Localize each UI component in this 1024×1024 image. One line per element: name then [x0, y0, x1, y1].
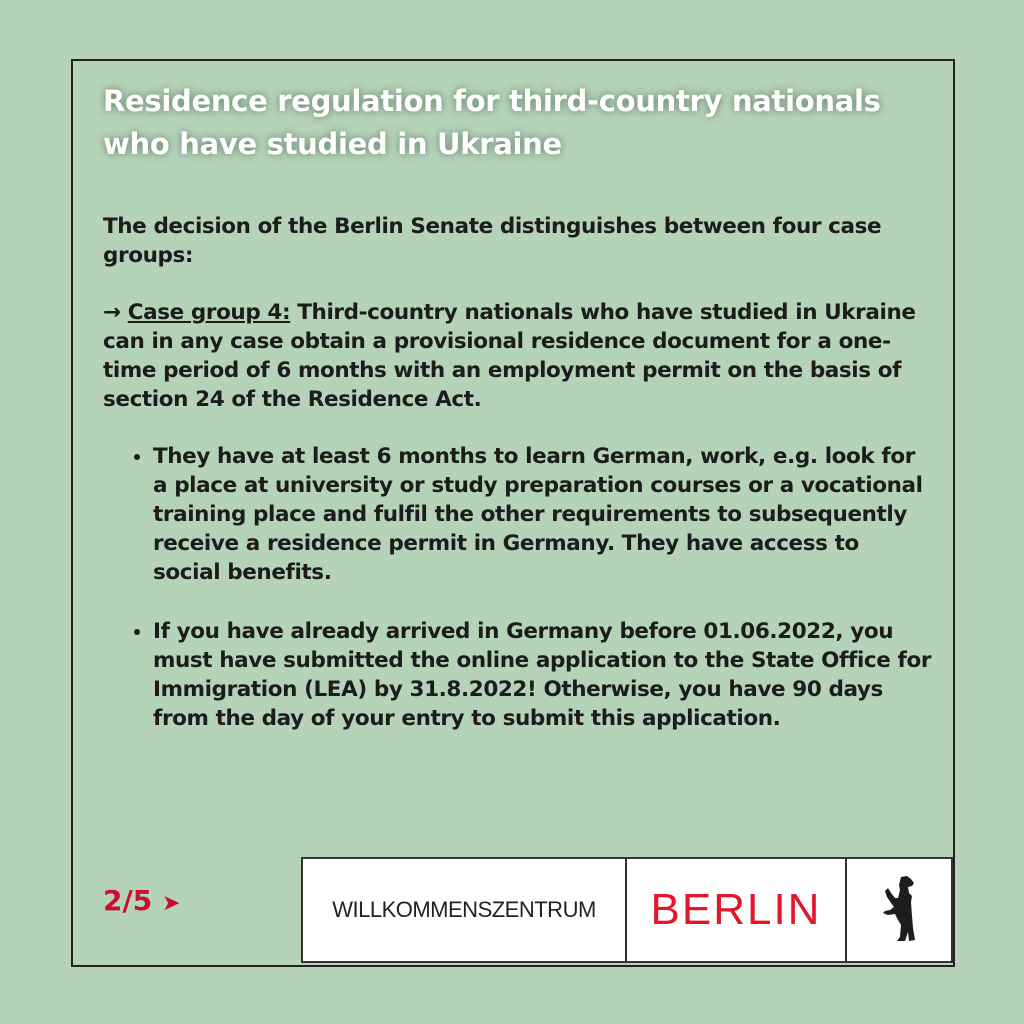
berlin-bear-icon: [845, 857, 953, 963]
berlin-logo: [625, 857, 847, 963]
title-line: Residence regulation for third-country nationals: [103, 84, 881, 118]
next-arrow-icon[interactable]: ➤: [161, 891, 181, 916]
title-line: who have studied in Ukraine: [103, 127, 562, 161]
willkommenszentrum-logo: [301, 857, 627, 963]
intro-text: The decision of the Berlin Senate distinguishes between four case groups:: [103, 214, 882, 268]
logo-text: BERLIN: [650, 885, 822, 934]
bear-icon: [877, 875, 921, 945]
logo-text: WILLKOMMENSZENTRUM: [332, 897, 596, 922]
case-group-paragraph: [103, 298, 933, 414]
case-text: Third-country nationals who have studied in Ukraine can in any case obtain a provisional residence document for a one-time period of 6 months with an employment permit on the basis of section 24 of the Residence Act.: [103, 300, 916, 412]
page-title: [103, 80, 923, 166]
list-item: • If you have already arrived in Germany before 01.06.2022, you must have submitted the online application to the State Office for Immigration (LEA) by 31.8.2022! Otherwise, you have 90 days from the day of your entry to submit this application.: [153, 617, 933, 733]
bullet-list: [103, 442, 933, 733]
list-item: • They have at least 6 months to learn German, work, e.g. look for a place at university or study preparation courses or a vocational training place and fulfil the other requirements to subsequently receive a residence permit in Germany. They have access to social benefits.: [153, 442, 933, 587]
page-indicator: 2/5: [103, 884, 153, 917]
case-label: Case group 4:: [127, 300, 291, 325]
arrow-icon: →: [103, 300, 121, 325]
pagination[interactable]: [103, 884, 180, 917]
body-text: [103, 212, 933, 763]
